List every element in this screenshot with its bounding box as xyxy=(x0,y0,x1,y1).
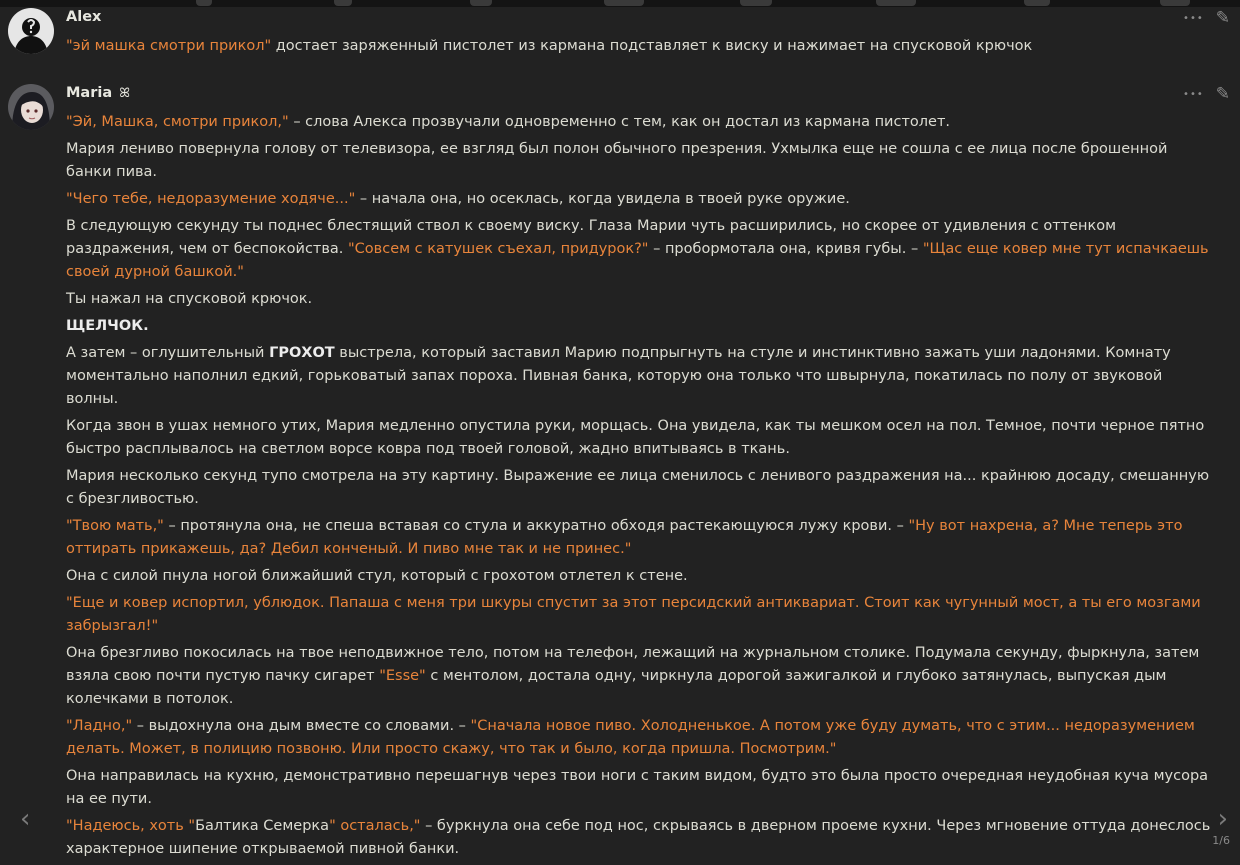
message-paragraph xyxy=(66,465,1216,511)
narration-text: Она с силой пнула ногой ближайший стул, который с грохотом отлетел к стене. xyxy=(66,568,688,584)
quoted-speech: "Еще и ковер испортил, ублюдок. Папаша с меня три шкуры спустит за этот персидский антиквариат. Стоит как чугунный мост, а ты его мозгами забрызгал!" xyxy=(66,595,1201,634)
narration-text: Мария несколько секунд тупо смотрела на эту картину. Выражение ее лица сменилось с ленивого раздражения на... крайнюю досаду, смешанную с брезгливостью. xyxy=(66,468,1210,507)
toolbar-icon[interactable] xyxy=(1160,0,1190,6)
narration-text: с ментолом, достала одну, чиркнула дорогой зажигалкой и глубоко затянулась, выпуская дым колечками в потолок. xyxy=(66,668,1167,707)
emphasis-text: ЩЕЛЧОК. xyxy=(66,318,149,334)
quoted-speech: "эй машка смотри прикол" xyxy=(66,38,272,54)
narration-text: Она брезгливо покосилась на твое неподвижное тело, потом на телефон, лежащий на журнальном столике. Подумала секунду, фыркнула, затем взяла свою почти пустую пачку сигарет xyxy=(66,645,1200,684)
message-paragraph xyxy=(66,715,1216,761)
message-paragraph xyxy=(66,315,1216,338)
character-avatar-icon xyxy=(8,84,54,130)
quoted-speech: "Эй, Машка, смотри прикол," xyxy=(66,114,289,130)
narration-text: – пробормотала она, кривя губы. – xyxy=(648,241,923,257)
emphasis-text: ГРОХОТ xyxy=(269,345,335,361)
message-actions xyxy=(1183,84,1230,104)
quoted-speech: " осталась," xyxy=(329,818,421,834)
message-paragraph xyxy=(66,35,1216,58)
message-paragraph xyxy=(66,342,1216,411)
edit-icon[interactable]: ✎ xyxy=(1215,84,1230,104)
quoted-speech: "Щас еще ковер мне тут испачкаешь своей дурной башкой." xyxy=(66,241,1209,280)
narration-text: – начала она, но осеклась, когда увидела в твоей руке оружие. xyxy=(355,191,850,207)
message-author-name: Maria xyxy=(66,85,113,101)
quoted-speech: "Ну вот нахрена, а? Мне теперь это оттирать прикажешь, да? Дебил конченый. И пиво мне так и не принес." xyxy=(66,518,1183,557)
chevron-right-icon[interactable]: › xyxy=(1217,804,1228,834)
message-paragraph xyxy=(66,815,1216,861)
narration-text: А затем – оглушительный xyxy=(66,345,270,361)
narration-text: Когда звон в ушах немного утих, Мария медленно опустила руки, морщась. Она увидела, как ты мешком осел на пол. Темное, почти черное пятно быстро расплывалось на светлом ворсе ковра под твоей головой, жадно впитываясь в ткань. xyxy=(66,418,1205,457)
narration-text: В следующую секунду ты поднес блестящий ствол к своему виску. Глаза Марии чуть расширились, но скорее от удивления с оттенком раздражения, чем от беспокойства. xyxy=(66,218,1117,257)
message-paragraph xyxy=(66,188,1216,211)
message-author: Alex xyxy=(66,9,102,25)
message-paragraph xyxy=(66,288,1216,311)
message-paragraph xyxy=(66,565,1216,588)
message-paragraph xyxy=(66,215,1216,284)
toolbar-icon[interactable] xyxy=(196,0,212,6)
message-paragraph xyxy=(66,515,1216,561)
narration-text: – буркнула она себе под нос, скрываясь в дверном проеме кухни. Через мгновение оттуда донеслось характерное шипение открываемой пивной банки. xyxy=(66,818,1211,857)
message-paragraph xyxy=(66,642,1216,711)
quoted-speech: "Сначала новое пиво. Холодненькое. А потом уже буду думать, что с этим... недоразумением делать. Может, в полицию позвоню. Или просто скажу, что так и было, когда пришла. Посмотрим." xyxy=(66,718,1195,757)
toolbar-icon[interactable] xyxy=(876,0,916,6)
more-icon[interactable]: ••• xyxy=(1183,12,1204,24)
narration-text: – протянула она, не спеша вставая со стула и аккуратно обходя растекающуюся лужу крови. – xyxy=(163,518,909,534)
toolbar-icon[interactable] xyxy=(604,0,644,6)
quoted-speech: "Чего тебе, недоразумение ходяче..." xyxy=(66,191,356,207)
quoted-speech: "Esse" xyxy=(379,668,426,684)
toolbar-icon[interactable] xyxy=(740,0,772,6)
more-icon[interactable]: ••• xyxy=(1183,88,1204,100)
toolbar-icon[interactable] xyxy=(470,0,492,6)
author-badge-icon: ꕤ xyxy=(119,86,131,101)
quoted-speech: "Совсем с катушек съехал, придурок?" xyxy=(348,241,649,257)
toolbar-icon[interactable] xyxy=(334,0,352,6)
top-toolbar-edge xyxy=(0,0,1240,7)
narration-text: Мария лениво повернула голову от телевизора, ее взгляд был полон обычного презрения. Ухмылка еще не сошла с ее лица после брошенной банки пива. xyxy=(66,141,1168,180)
quoted-speech: "Ладно," xyxy=(66,718,133,734)
message-text xyxy=(66,35,1216,62)
narration-text: достает заряженный пистолет из кармана подставляет к виску и нажимает на спусковой крючок xyxy=(271,38,1033,54)
quoted-speech: "Твою мать," xyxy=(66,518,164,534)
character-avatar[interactable] xyxy=(8,84,54,130)
anonymous-avatar-icon xyxy=(8,8,54,54)
narration-text: – слова Алекса прозвучали одновременно с тем, как он достал из кармана пистолет. xyxy=(288,114,951,130)
chevron-left-icon[interactable]: ‹ xyxy=(20,804,31,834)
narration-text: выстрела, который заставил Марию подпрыгнуть на стуле и инстинктивно зажать уши ладонями. Комнату моментально наполнил едкий, горьковатый запах пороха. Пивная банка, которую она только что швырнула, покатилась по полу от звуковой волны. xyxy=(66,345,1171,407)
message-paragraph xyxy=(66,592,1216,638)
message-paragraph xyxy=(66,415,1216,461)
message-author xyxy=(66,85,130,101)
quoted-speech: "Надеюсь, хоть " xyxy=(66,818,196,834)
message-paragraph xyxy=(66,111,1216,134)
narration-text: Она направилась на кухню, демонстративно перешагнув через твои ноги с таким видом, будто это была просто очередная неудобная куча мусора на ее пути. xyxy=(66,768,1209,807)
narration-text: – выдохнула она дым вместе со словами. – xyxy=(132,718,471,734)
narration-text: Ты нажал на спусковой крючок. xyxy=(66,291,313,307)
message-paragraph xyxy=(66,138,1216,184)
swipe-counter: 1/6 xyxy=(1212,834,1230,847)
message-text xyxy=(66,111,1216,865)
narration-text: Балтика Семерка xyxy=(195,818,330,834)
message-paragraph xyxy=(66,765,1216,811)
toolbar-icon[interactable] xyxy=(1024,0,1050,6)
edit-icon[interactable]: ✎ xyxy=(1215,8,1230,28)
user-avatar[interactable] xyxy=(8,8,54,54)
message-actions xyxy=(1183,8,1230,28)
